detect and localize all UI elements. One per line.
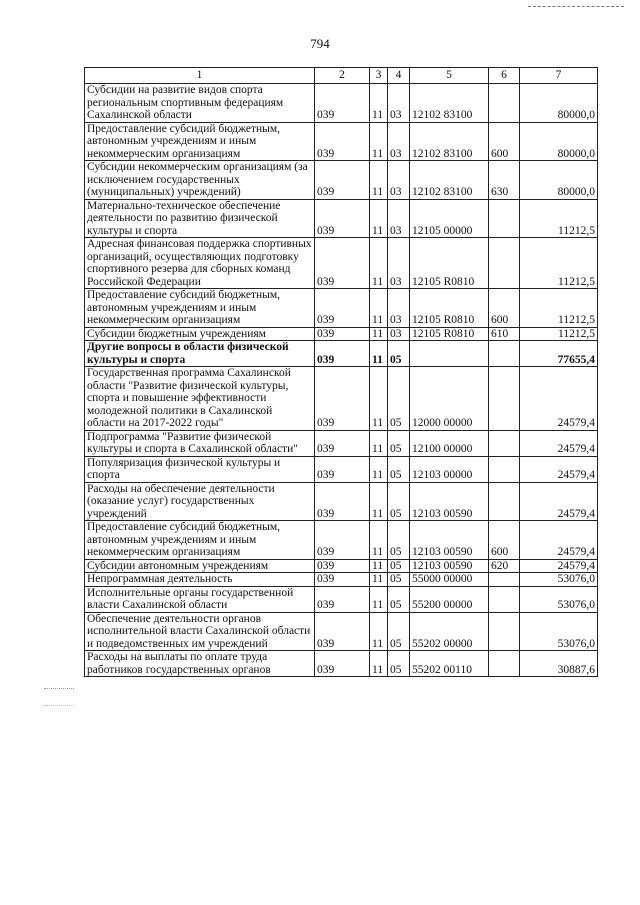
row-section-code: 11	[370, 612, 388, 651]
row-expense-type	[489, 586, 520, 612]
row-subsection-code: 05	[388, 456, 410, 482]
row-expense-type	[489, 482, 520, 521]
row-ministry-code: 039	[315, 238, 370, 289]
table-row	[85, 573, 598, 587]
row-name: Субсидии автономным учреждениям	[85, 559, 315, 573]
row-ministry-code: 039	[315, 586, 370, 612]
row-amount: 80000,0	[520, 161, 598, 200]
row-section-code: 11	[370, 367, 388, 431]
row-subsection-code: 05	[388, 586, 410, 612]
row-expense-type	[489, 651, 520, 677]
row-target-article: 55202 00000	[410, 612, 489, 651]
row-target-article: 12000 00000	[410, 367, 489, 431]
row-ministry-code: 039	[315, 456, 370, 482]
row-subsection-code: 05	[388, 559, 410, 573]
row-name: Предоставление субсидий бюджетным, автономным учреждениям и иным некоммерческим организациям	[85, 521, 315, 560]
row-name: Подпрограмма "Развитие физической культуры и спорта в Сахалинской области"	[85, 430, 315, 456]
table-row	[85, 586, 598, 612]
row-name: Материально-техническое обеспечение деятельности по развитию физической культуры и спорта	[85, 199, 315, 238]
row-section-code: 11	[370, 341, 388, 367]
row-ministry-code: 039	[315, 430, 370, 456]
row-section-code: 11	[370, 559, 388, 573]
row-subsection-code: 05	[388, 367, 410, 431]
row-section-code: 11	[370, 199, 388, 238]
row-section-code: 11	[370, 586, 388, 612]
row-name: Популяризация физической культуры и спорта	[85, 456, 315, 482]
row-subsection-code: 05	[388, 430, 410, 456]
row-ministry-code: 039	[315, 199, 370, 238]
row-amount: 11212,5	[520, 327, 598, 341]
row-expense-type	[489, 341, 520, 367]
table-row	[85, 651, 598, 677]
row-ministry-code: 039	[315, 559, 370, 573]
row-amount: 11212,5	[520, 238, 598, 289]
row-target-article: 12105 R0810	[410, 289, 489, 328]
row-subsection-code: 05	[388, 573, 410, 587]
column-header: 7	[520, 68, 598, 84]
header-row	[85, 68, 598, 84]
row-target-article: 12105 R0810	[410, 327, 489, 341]
page-number: 794	[310, 36, 330, 51]
row-subsection-code: 03	[388, 238, 410, 289]
row-amount: 77655,4	[520, 341, 598, 367]
row-target-article: 12103 00590	[410, 482, 489, 521]
row-expense-type	[489, 367, 520, 431]
row-subsection-code: 03	[388, 289, 410, 328]
row-target-article: 12100 00000	[410, 430, 489, 456]
row-subsection-code: 03	[388, 84, 410, 123]
row-expense-type	[489, 456, 520, 482]
row-target-article: 12102 83100	[410, 161, 489, 200]
scan-corner-mark	[528, 6, 624, 7]
row-name: Адресная финансовая поддержка спортивных организаций, осуществляющих подготовку спортивного резерва для сборных команд Российской Федерации	[85, 238, 315, 289]
row-amount: 53076,0	[520, 586, 598, 612]
table-row	[85, 341, 598, 367]
table-row	[85, 199, 598, 238]
row-amount: 30887,6	[520, 651, 598, 677]
row-expense-type	[489, 612, 520, 651]
row-subsection-code: 05	[388, 651, 410, 677]
row-amount: 80000,0	[520, 122, 598, 161]
row-target-article: 12105 R0810	[410, 238, 489, 289]
row-name: Исполнительные органы государственной власти Сахалинской области	[85, 586, 315, 612]
row-name: Предоставление субсидий бюджетным, автономным учреждениям и иным некоммерческим организациям	[85, 122, 315, 161]
row-expense-type	[489, 84, 520, 123]
row-section-code: 11	[370, 521, 388, 560]
row-expense-type: 630	[489, 161, 520, 200]
row-amount: 24579,4	[520, 430, 598, 456]
row-name: Предоставление субсидий бюджетным, автономным учреждениям и иным некоммерческим организациям	[85, 289, 315, 328]
row-subsection-code: 05	[388, 521, 410, 560]
row-name: Обеспечение деятельности органов исполнительной власти Сахалинской области и подведомственных им учреждений	[85, 612, 315, 651]
row-expense-type: 600	[489, 289, 520, 328]
row-amount: 24579,4	[520, 521, 598, 560]
column-header: 1	[85, 68, 315, 84]
row-amount: 24579,4	[520, 456, 598, 482]
row-section-code: 11	[370, 573, 388, 587]
row-name: Расходы на обеспечение деятельности (оказание услуг) государственных учреждений	[85, 482, 315, 521]
row-amount: 11212,5	[520, 199, 598, 238]
row-expense-type: 610	[489, 327, 520, 341]
table-row	[85, 289, 598, 328]
row-ministry-code: 039	[315, 521, 370, 560]
table-row	[85, 430, 598, 456]
table-row	[85, 612, 598, 651]
budget-table	[84, 67, 598, 677]
row-target-article	[410, 341, 489, 367]
row-expense-type	[489, 430, 520, 456]
row-target-article: 55000 00000	[410, 573, 489, 587]
row-target-article: 55202 00110	[410, 651, 489, 677]
row-ministry-code: 039	[315, 482, 370, 521]
row-section-code: 11	[370, 327, 388, 341]
row-ministry-code: 039	[315, 367, 370, 431]
table-row	[85, 327, 598, 341]
table-row	[85, 482, 598, 521]
row-subsection-code: 03	[388, 161, 410, 200]
row-name: Субсидии некоммерческим организациям (за исключением государственных (муниципальных) учреждений)	[85, 161, 315, 200]
row-subsection-code: 03	[388, 199, 410, 238]
row-target-article: 55200 00000	[410, 586, 489, 612]
row-expense-type: 600	[489, 122, 520, 161]
row-target-article: 12102 83100	[410, 84, 489, 123]
row-section-code: 11	[370, 456, 388, 482]
table-row	[85, 456, 598, 482]
table-row	[85, 122, 598, 161]
row-expense-type: 620	[489, 559, 520, 573]
row-target-article: 12105 00000	[410, 199, 489, 238]
column-header: 4	[388, 68, 410, 84]
row-amount: 53076,0	[520, 612, 598, 651]
row-section-code: 11	[370, 430, 388, 456]
row-ministry-code: 039	[315, 327, 370, 341]
table-row	[85, 367, 598, 431]
row-expense-type	[489, 238, 520, 289]
row-expense-type: 600	[489, 521, 520, 560]
row-amount: 53076,0	[520, 573, 598, 587]
row-ministry-code: 039	[315, 289, 370, 328]
row-amount: 24579,4	[520, 482, 598, 521]
row-name: Субсидии на развитие видов спорта региональным спортивным федерациям Сахалинской области	[85, 84, 315, 123]
column-header: 3	[370, 68, 388, 84]
row-subsection-code: 03	[388, 327, 410, 341]
row-subsection-code: 05	[388, 341, 410, 367]
row-section-code: 11	[370, 289, 388, 328]
row-subsection-code: 05	[388, 482, 410, 521]
row-section-code: 11	[370, 238, 388, 289]
row-name: Субсидии бюджетным учреждениям	[85, 327, 315, 341]
row-amount: 11212,5	[520, 289, 598, 328]
row-expense-type	[489, 573, 520, 587]
table-row	[85, 161, 598, 200]
row-name: Другие вопросы в области физической культуры и спорта	[85, 341, 315, 367]
table-row	[85, 238, 598, 289]
row-subsection-code: 05	[388, 612, 410, 651]
column-header: 6	[489, 68, 520, 84]
scan-artifact	[44, 688, 74, 706]
table-row	[85, 559, 598, 573]
row-target-article: 12103 00590	[410, 559, 489, 573]
row-amount: 24579,4	[520, 367, 598, 431]
row-subsection-code: 03	[388, 122, 410, 161]
row-section-code: 11	[370, 651, 388, 677]
row-amount: 80000,0	[520, 84, 598, 123]
row-target-article: 12103 00000	[410, 456, 489, 482]
row-expense-type	[489, 199, 520, 238]
row-ministry-code: 039	[315, 341, 370, 367]
row-ministry-code: 039	[315, 161, 370, 200]
row-name: Государственная программа Сахалинской области "Развитие физической культуры, спорта и повышение эффективности молодежной политики в Сахалинской области на 2017-2022 годы"	[85, 367, 315, 431]
row-amount: 24579,4	[520, 559, 598, 573]
row-ministry-code: 039	[315, 122, 370, 161]
row-section-code: 11	[370, 84, 388, 123]
row-target-article: 12102 83100	[410, 122, 489, 161]
table-row	[85, 84, 598, 123]
row-section-code: 11	[370, 122, 388, 161]
row-section-code: 11	[370, 482, 388, 521]
table-body	[85, 84, 598, 677]
column-header: 5	[410, 68, 489, 84]
row-ministry-code: 039	[315, 573, 370, 587]
row-ministry-code: 039	[315, 651, 370, 677]
row-ministry-code: 039	[315, 84, 370, 123]
row-name: Непрограммная деятельность	[85, 573, 315, 587]
row-name: Расходы на выплаты по оплате труда работников государственных органов	[85, 651, 315, 677]
column-header: 2	[315, 68, 370, 84]
row-ministry-code: 039	[315, 612, 370, 651]
table-row	[85, 521, 598, 560]
row-section-code: 11	[370, 161, 388, 200]
row-target-article: 12103 00590	[410, 521, 489, 560]
